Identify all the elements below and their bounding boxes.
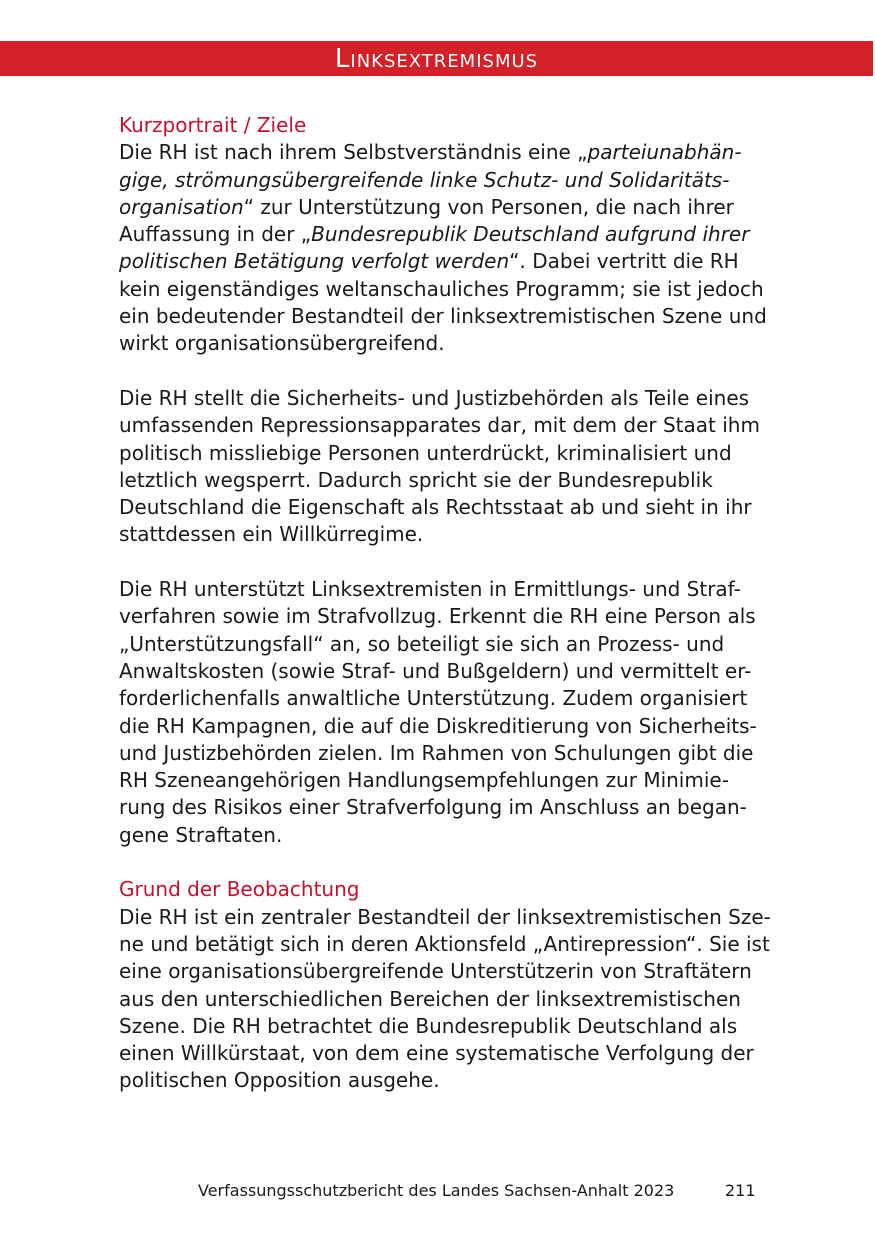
text-line (119, 303, 767, 330)
text-line (119, 521, 764, 548)
body-paragraph (119, 904, 771, 1095)
text-run: forderlichenfalls anwaltliche Unterstützung. Zudem organisiert (119, 686, 748, 711)
text-line (119, 713, 764, 740)
text-run: Die RH ist nach ihrem Selbstverständnis eine „ (119, 140, 588, 165)
footer-publication-title: Verfassungsschutzbericht des Landes Sachsen-Anhalt 2023 (198, 1181, 675, 1200)
text-run: RH Szeneangehörigen Handlungsempfehlungen zur Minimie- (119, 768, 729, 793)
text-run: Auffassung in der „ (119, 222, 312, 247)
section-heading: Grund der Beobachtung (119, 877, 360, 902)
italic-quote-run: parteiunabhän- (587, 140, 742, 165)
section-heading: Kurzportrait / Ziele (119, 113, 307, 137)
text-run: Szene. Die RH betrachtet die Bundesrepublik Deutschland als (119, 1013, 738, 1038)
text-line (119, 467, 764, 494)
text-line (119, 603, 764, 630)
text-run: und Justizbehörden zielen. Im Rahmen von Schulungen gibt die (119, 740, 754, 765)
body-paragraph (119, 385, 764, 549)
body-paragraph (119, 139, 767, 357)
italic-quote-run: gige, strömungsübergreifende linke Schutz- und Solidaritäts- (119, 167, 730, 192)
text-run: gene Straftaten. (119, 822, 283, 847)
text-line (119, 1067, 764, 1094)
italic-quote-run: organisation (119, 194, 244, 219)
text-line (119, 904, 771, 931)
text-line (119, 440, 764, 467)
paragraph-spacer (119, 549, 764, 576)
text-line (119, 194, 764, 221)
text-line (119, 685, 764, 712)
page-content (119, 112, 771, 1095)
text-run: ein bedeutender Bestandteil der linksextremistischen Szene und (119, 304, 767, 329)
italic-quote-run: Bundesrepublik Deutschland aufgrund ihrer (311, 222, 750, 247)
text-run: letztlich wegsperrt. Dadurch spricht sie der Bundesrepublik (119, 467, 713, 492)
text-line (119, 494, 764, 521)
text-line (119, 740, 764, 767)
text-line (119, 412, 764, 439)
text-run: Die RH ist ein zentraler Bestandteil der linksextremistischen Sze- (119, 904, 771, 929)
text-run: “. Dabei vertritt die RH (509, 249, 739, 274)
text-line (119, 658, 764, 685)
text-line (119, 631, 764, 658)
text-line (119, 248, 764, 275)
italic-quote-run: politischen Betätigung verfolgt werden (119, 249, 510, 274)
text-line (119, 221, 764, 248)
text-run: wirkt organisationsübergreifend. (119, 331, 445, 356)
text-line (119, 931, 770, 958)
text-line (119, 167, 764, 194)
text-line (119, 958, 764, 985)
body-paragraph (119, 576, 764, 849)
text-run: stattdessen ein Willkürregime. (119, 522, 424, 547)
text-line (119, 1040, 764, 1067)
text-line (119, 986, 764, 1013)
text-line (119, 822, 764, 849)
text-run: ne und betätigt sich in deren Aktionsfeld „Antirepression“. Sie ist (119, 931, 770, 956)
text-run: Die RH unterstützt Linksextremisten in Ermittlungs- und Straf- (119, 577, 741, 602)
text-run: politisch missliebige Personen unterdrückt, kriminalisiert und (119, 440, 732, 465)
text-run: rung des Risikos einer Strafverfolgung im Anschluss an began- (119, 795, 747, 820)
text-run: „Unterstützungsfall“ an, so beteiligt sie sich an Prozess- und (119, 631, 725, 656)
text-line (119, 794, 764, 821)
chapter-title: Linksextremismus (334, 43, 539, 74)
text-run: Deutschland die Eigenschaft als Rechtsstaat ab und sieht in ihr (119, 495, 752, 520)
text-run: aus den unterschiedlichen Bereichen der linksextremistischen (119, 986, 741, 1011)
text-run: verfahren sowie im Strafvollzug. Erkennt die RH eine Person als (119, 604, 756, 629)
text-line (119, 330, 764, 357)
text-line (119, 385, 764, 412)
text-line (119, 576, 764, 603)
text-line (119, 276, 764, 303)
text-run: politischen Opposition ausgehe. (119, 1068, 440, 1093)
text-run: einen Willkürstaat, von dem eine systematische Verfolgung der (119, 1041, 754, 1066)
text-run: umfassenden Repressionsapparates dar, mit dem der Staat ihm (119, 413, 760, 438)
text-run: Die RH stellt die Sicherheits- und Justizbehörden als Teile eines (119, 385, 750, 410)
section-spacer (119, 849, 764, 876)
text-run: Anwaltskosten (sowie Straf- und Bußgeldern) und vermittelt er- (119, 658, 752, 683)
text-line (119, 767, 764, 794)
text-line (119, 139, 764, 166)
text-run: kein eigenständiges weltanschauliches Programm; sie ist jedoch (119, 276, 764, 301)
text-run: eine organisationsübergreifende Unterstützerin von Straftätern (119, 959, 752, 984)
text-line (119, 1013, 764, 1040)
chapter-header-bar (0, 41, 873, 76)
text-run: die RH Kampagnen, die auf die Diskreditierung von Sicherheits- (119, 713, 757, 738)
paragraph-spacer (119, 358, 764, 385)
page-number: 211 (725, 1181, 756, 1200)
text-run: “ zur Unterstützung von Personen, die nach ihrer (243, 194, 734, 219)
